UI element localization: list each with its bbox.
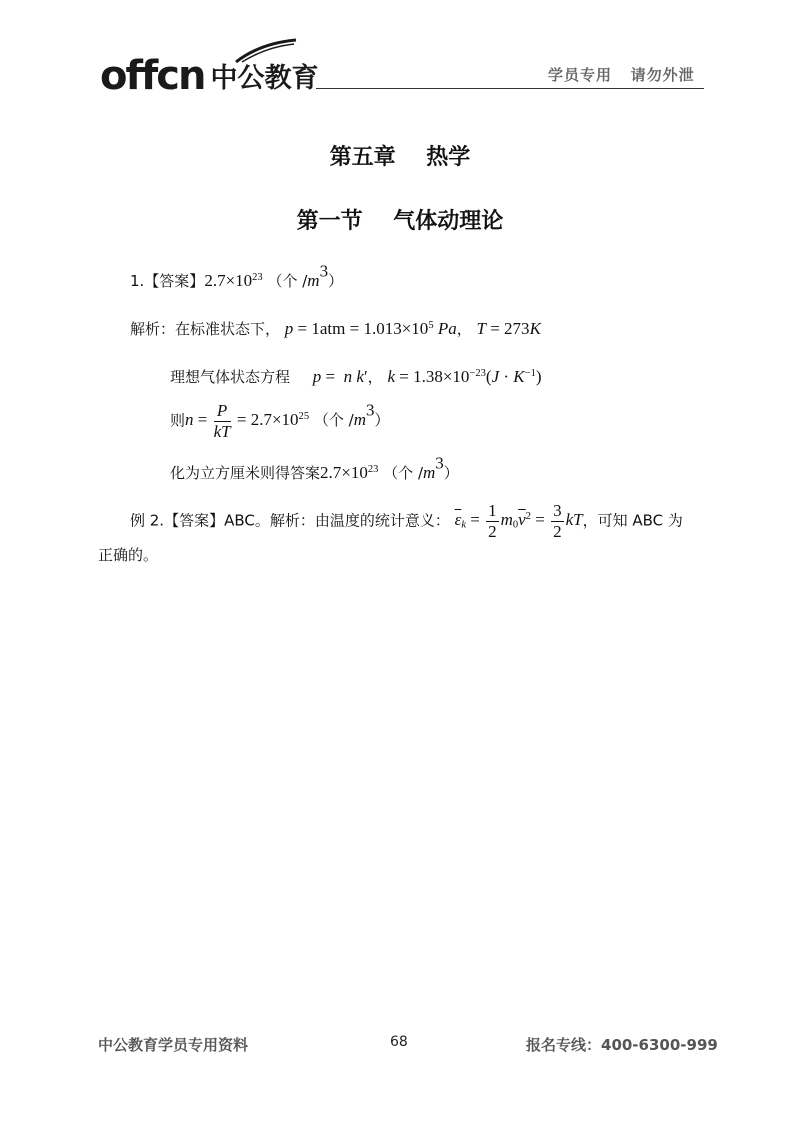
- ex2-tail: ，可知 ABC 为: [582, 511, 683, 530]
- q1-standard-conditions: $p = 1atm = 1.013\times 10^5$ Pa: [284, 319, 457, 338]
- page-number: 68: [390, 1034, 408, 1050]
- logo-swoosh-icon: [234, 38, 298, 64]
- ex2-energy-formula: $\overline{\varepsilon}_k$ = $\frac{1}{2}$ $m_0\overline{v}^2$ = $\frac{3}{2}$ kT: [454, 501, 583, 541]
- q1-then-label: 则: [170, 411, 186, 430]
- q1-label: 1.【答案】: [130, 272, 205, 290]
- q1-convert-unit: （个 $/m^3$）: [383, 453, 459, 482]
- section-title: 第一节 气体动理论: [296, 209, 504, 234]
- q1-convert-value: $2.7\times 10^{23}$: [320, 463, 379, 482]
- offcn-logo: [100, 40, 319, 99]
- header-notice: 学员专用 请勿外泄: [548, 66, 695, 84]
- logo-cn-text: 中公教育: [210, 62, 319, 94]
- header-rule: [316, 88, 704, 89]
- logo-text: offcn: [100, 53, 205, 99]
- q1-unit: （个 $/m^3$）: [267, 261, 344, 290]
- q1-state-equation-line: 理想气体状态方程 p = n kʹ， $k = 1.38\times 10^{-23}(J \cdot K^{-1})$: [170, 367, 542, 386]
- q1-answer-line: [130, 261, 344, 291]
- q1-analysis-label: 解析：在标准状态下，: [130, 320, 281, 338]
- q1-density-unit: （个 $/m^3$）: [313, 400, 390, 430]
- q1-state-equation: p = n kʹ: [312, 367, 368, 386]
- q1-answer-value: $2.7\times 10^{23}$: [204, 271, 263, 290]
- ex2-continuation: 正确的。: [98, 546, 159, 564]
- ex2-line: [130, 502, 683, 541]
- q1-density-formula: n = $\frac{P}{kT}$ = $2.7\times 10^{25}$: [185, 401, 310, 441]
- q1-convert-label: 化为立方厘米则得答案: [170, 464, 321, 482]
- q1-state-eq-label: 理想气体状态方程: [170, 368, 291, 386]
- chapter-title: 第五章 热学: [329, 145, 471, 170]
- q1-analysis-line: 解析：在标准状态下， $p = 1atm = 1.013\times 10^5$ Pa， T = 273K: [130, 319, 541, 338]
- ex2-label: 例 2.【答案】ABC。解析：由温度的统计意义：: [130, 511, 450, 530]
- q1-convert-line: [170, 453, 459, 483]
- q1-boltzmann-constant: $k = 1.38\times 10^{-23}(J \cdot K^{-1})$: [387, 367, 542, 386]
- q1-temperature: T = 273K: [476, 319, 541, 338]
- q1-then-line: [170, 402, 389, 441]
- footer-left-text: 中公教育学员专用资料: [98, 1036, 249, 1054]
- footer-hotline: 报名专线：400-6300-999: [526, 1036, 718, 1054]
